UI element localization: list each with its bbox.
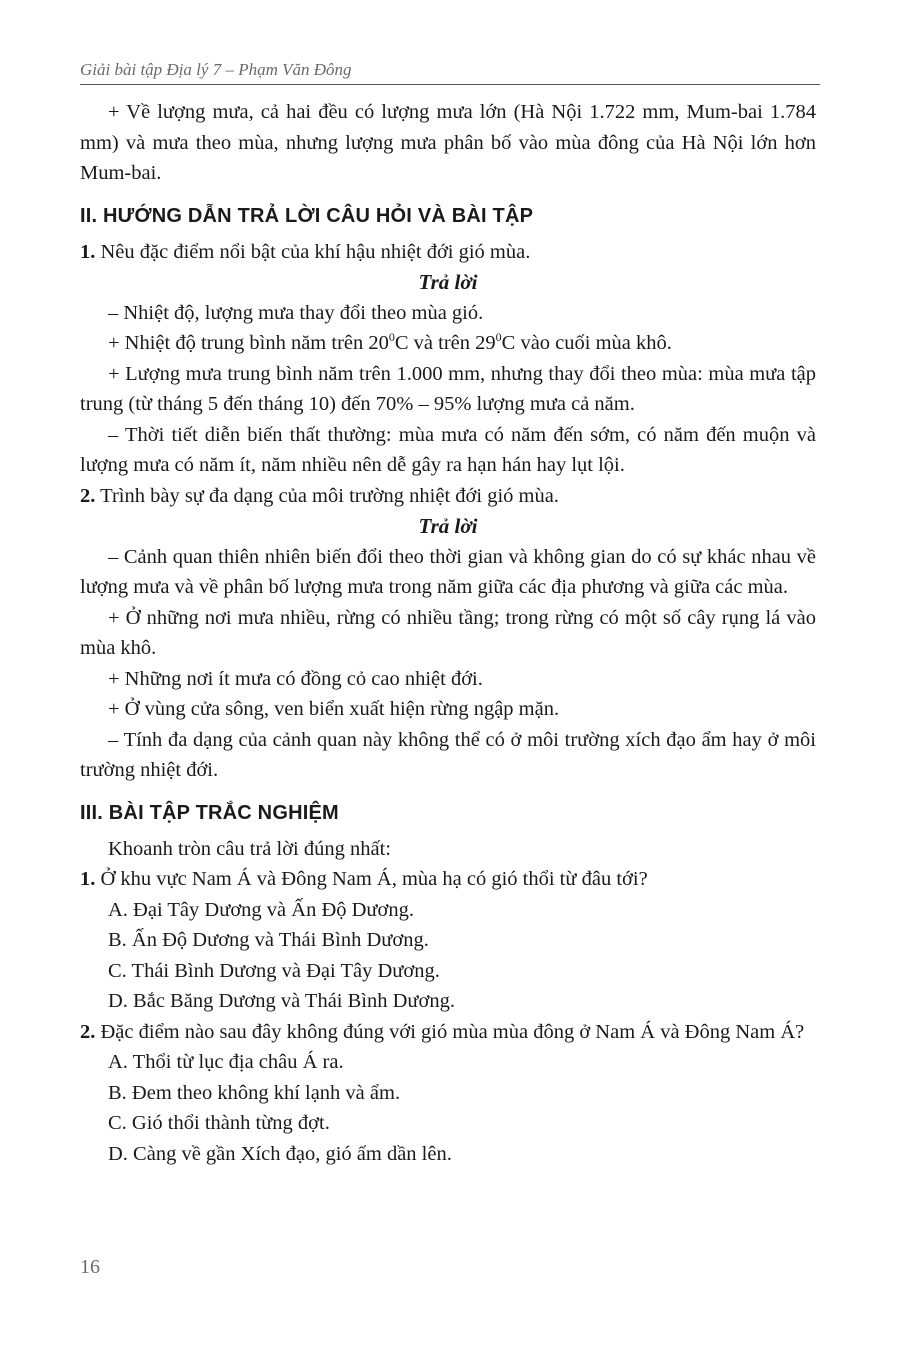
quiz-option: D. Bắc Băng Dương và Thái Bình Dương. xyxy=(108,990,455,1012)
running-title: Giải bài tập Địa lý 7 – Phạm Văn Đông xyxy=(80,60,352,79)
answer-line: – Tính đa dạng của cảnh quan này không thể có ở môi trường xích đạo ẩm hay ở môi trường nhiệt đới. xyxy=(80,728,816,781)
answer-label: Trả lời xyxy=(418,270,478,294)
quiz-question-1 xyxy=(80,864,816,895)
quiz-option: B. Ấn Độ Dương và Thái Bình Dương. xyxy=(108,929,429,951)
quiz-option: D. Càng về gần Xích đạo, gió ấm dần lên. xyxy=(108,1142,452,1165)
section-2-heading: II. HƯỚNG DẪN TRẢ LỜI CÂU HỎI VÀ BÀI TẬP xyxy=(80,204,534,227)
question-number: 2. xyxy=(80,484,96,507)
section-3-heading: III. BÀI TẬP TRẮC NGHIỆM xyxy=(80,801,339,824)
question-text: Đặc điểm nào sau đây không đúng với gió mùa mùa đông ở Nam Á và Đông Nam Á? xyxy=(100,1020,805,1043)
quiz-option: C. Thái Bình Dương và Đại Tây Dương. xyxy=(108,959,440,982)
answer-line: + Lượng mưa trung bình năm trên 1.000 mm, nhưng thay đổi theo mùa: mùa mưa tập trung (từ tháng 5 đến tháng 10) đến 70% – 95% lượng mưa cả năm. xyxy=(80,362,816,415)
answer-text: C và trên 29 xyxy=(394,332,496,354)
quiz-question-2 xyxy=(80,1017,816,1048)
quiz-instruction: Khoanh tròn câu trả lời đúng nhất: xyxy=(108,837,391,860)
answer-line-temperature xyxy=(80,328,816,359)
answer-line: + Ở những nơi mưa nhiều, rừng có nhiều tầng; trong rừng có một số cây rụng lá vào mùa khô. xyxy=(80,606,816,659)
answer-text: + Nhiệt độ trung bình năm trên 20 xyxy=(108,332,389,354)
quiz-option: A. Thổi từ lục địa châu Á ra. xyxy=(108,1051,344,1073)
answer-line: – Thời tiết diễn biến thất thường: mùa mưa có năm đến sớm, có năm đến muộn và lượng mưa có năm ít, năm nhiều nên dễ gây ra hạn hán hay lụt lội. xyxy=(80,423,816,476)
answer-text: C vào cuối mùa khô. xyxy=(501,332,672,354)
answer-label: Trả lời xyxy=(418,514,478,538)
quiz-option: A. Đại Tây Dương và Ấn Độ Dương. xyxy=(108,898,414,921)
question-number: 1. xyxy=(80,868,96,890)
question-text: Nêu đặc điểm nổi bật của khí hậu nhiệt đới gió mùa. xyxy=(100,240,531,263)
degree-superscript: 0 xyxy=(388,330,395,345)
answer-line: – Cảnh quan thiên nhiên biến đổi theo thời gian và không gian do có sự khác nhau về lượng mưa và về phân bố lượng mưa trong năm giữa các địa phương và giữa các mùa. xyxy=(80,545,816,598)
answer-line: + Ở vùng cửa sông, ven biển xuất hiện rừng ngập mặn. xyxy=(108,698,560,720)
question-text: Ở khu vực Nam Á và Đông Nam Á, mùa hạ có gió thổi từ đâu tới? xyxy=(100,868,648,890)
question-number: 1. xyxy=(80,240,96,263)
answer-line: + Những nơi ít mưa có đồng cỏ cao nhiệt đới. xyxy=(108,667,483,690)
question-2-2 xyxy=(80,481,816,512)
question-text: Trình bày sự đa dạng của môi trường nhiệt đới gió mùa. xyxy=(100,484,559,507)
page-content xyxy=(80,97,816,1169)
intro-paragraph: + Về lượng mưa, cả hai đều có lượng mưa lớn (Hà Nội 1.722 mm, Mum-bai 1.784 mm) và mưa theo mùa, nhưng lượng mưa phân bố vào mùa đông của Hà Nội lớn hơn Mum-bai. xyxy=(80,101,816,184)
quiz-option: B. Đem theo không khí lạnh và ẩm. xyxy=(108,1081,401,1104)
question-2-1 xyxy=(80,237,816,268)
running-header xyxy=(80,60,820,85)
question-number: 2. xyxy=(80,1020,96,1043)
page-number: 16 xyxy=(80,1256,100,1278)
answer-line: – Nhiệt độ, lượng mưa thay đổi theo mùa gió. xyxy=(108,301,484,324)
quiz-option: C. Gió thổi thành từng đợt. xyxy=(108,1112,330,1134)
degree-superscript: 0 xyxy=(495,330,502,345)
